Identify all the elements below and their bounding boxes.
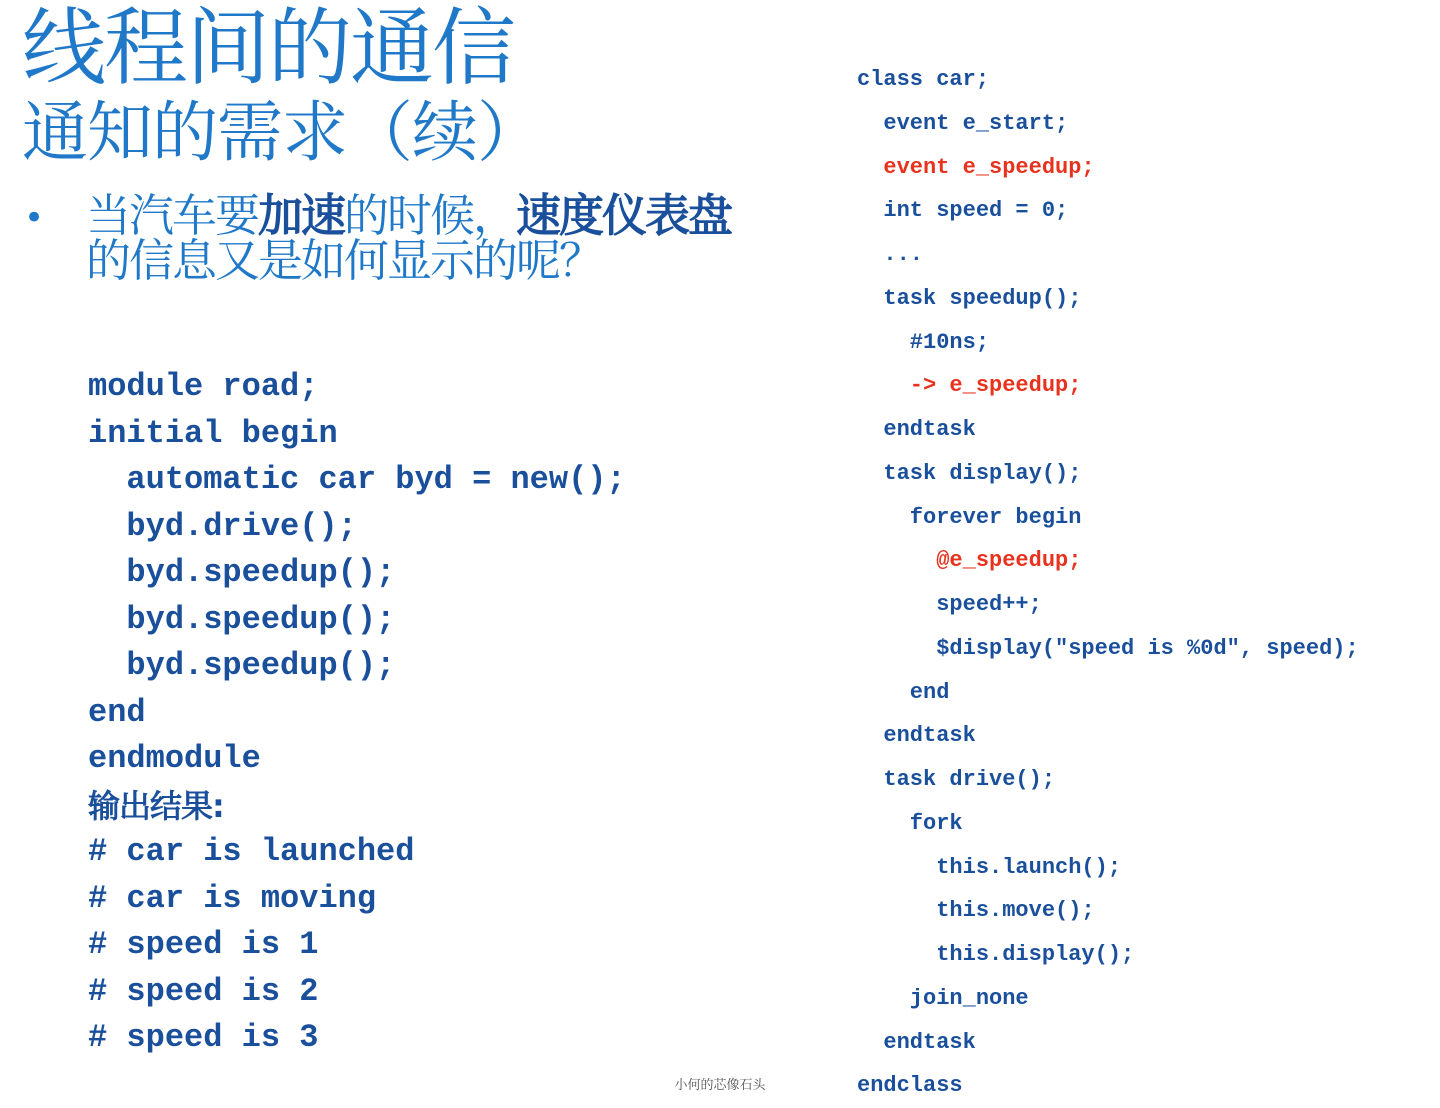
code-line: initial begin bbox=[88, 414, 338, 452]
code-line: this.move(); bbox=[857, 898, 1095, 924]
code-line: forever begin bbox=[857, 504, 1082, 530]
bullet-segment: 当汽车要 bbox=[86, 189, 259, 242]
code-line: automatic car byd = new(); bbox=[88, 461, 626, 498]
code-line: endtask bbox=[857, 1029, 976, 1055]
slide-title: 线程间的通信 bbox=[22, 0, 515, 97]
code-line: byd.drive(); bbox=[88, 507, 357, 545]
code-line: endmodule bbox=[88, 740, 261, 777]
bullet-emphasis: 加速 bbox=[258, 189, 345, 242]
bullet-marker: • bbox=[24, 198, 45, 238]
code-line: class car; bbox=[857, 67, 990, 92]
output-label: 输出结果: bbox=[88, 786, 224, 825]
code-line: byd.speedup(); bbox=[88, 600, 396, 638]
bullet-segment: 的时候， bbox=[344, 189, 517, 242]
code-line-highlighted: -> e_speedup; bbox=[857, 373, 1082, 399]
code-line: # car is moving bbox=[88, 879, 377, 917]
code-line: this.launch(); bbox=[857, 854, 1122, 880]
code-line: end bbox=[88, 693, 146, 731]
testbench-code-block bbox=[88, 364, 626, 1062]
code-line: task display(); bbox=[857, 460, 1082, 486]
code-line: # car is launched bbox=[88, 833, 415, 870]
code-line: # speed is 3 bbox=[88, 1019, 319, 1056]
code-line: # speed is 2 bbox=[88, 972, 319, 1010]
code-line: task speedup(); bbox=[857, 285, 1082, 311]
code-line: byd.speedup(); bbox=[88, 647, 396, 684]
code-line: speed++; bbox=[857, 592, 1042, 617]
code-line-highlighted: @e_speedup; bbox=[857, 548, 1082, 574]
code-line: byd.speedup(); bbox=[88, 554, 396, 591]
code-line: $display("speed is %0d", speed); bbox=[857, 635, 1359, 661]
code-line: task drive(); bbox=[857, 767, 1056, 792]
code-line-highlighted: event e_speedup; bbox=[857, 154, 1095, 180]
code-line: endclass bbox=[857, 1073, 963, 1099]
code-line: ... bbox=[857, 242, 924, 267]
code-line: int speed = 0; bbox=[857, 198, 1069, 224]
footer-watermark: 小何的芯像石头 bbox=[674, 1078, 766, 1093]
code-line: join_none bbox=[857, 985, 1029, 1011]
code-line: end bbox=[857, 679, 950, 705]
bullet-segment: 的信息又是如何显示的呢？ bbox=[86, 234, 603, 287]
slide-subtitle: 通知的需求（续） bbox=[22, 94, 542, 171]
code-line: #10ns; bbox=[857, 329, 990, 355]
code-line: event e_start; bbox=[857, 110, 1069, 136]
code-line: module road; bbox=[88, 368, 319, 405]
code-line: this.display(); bbox=[857, 942, 1135, 967]
code-line: fork bbox=[857, 810, 963, 836]
code-line: endtask bbox=[857, 417, 976, 442]
code-line: endtask bbox=[857, 723, 976, 749]
code-line: # speed is 1 bbox=[88, 926, 319, 963]
bullet-question bbox=[86, 189, 746, 287]
class-code-block bbox=[857, 58, 1359, 1108]
bullet-emphasis: 速度仪表盘 bbox=[516, 189, 732, 242]
